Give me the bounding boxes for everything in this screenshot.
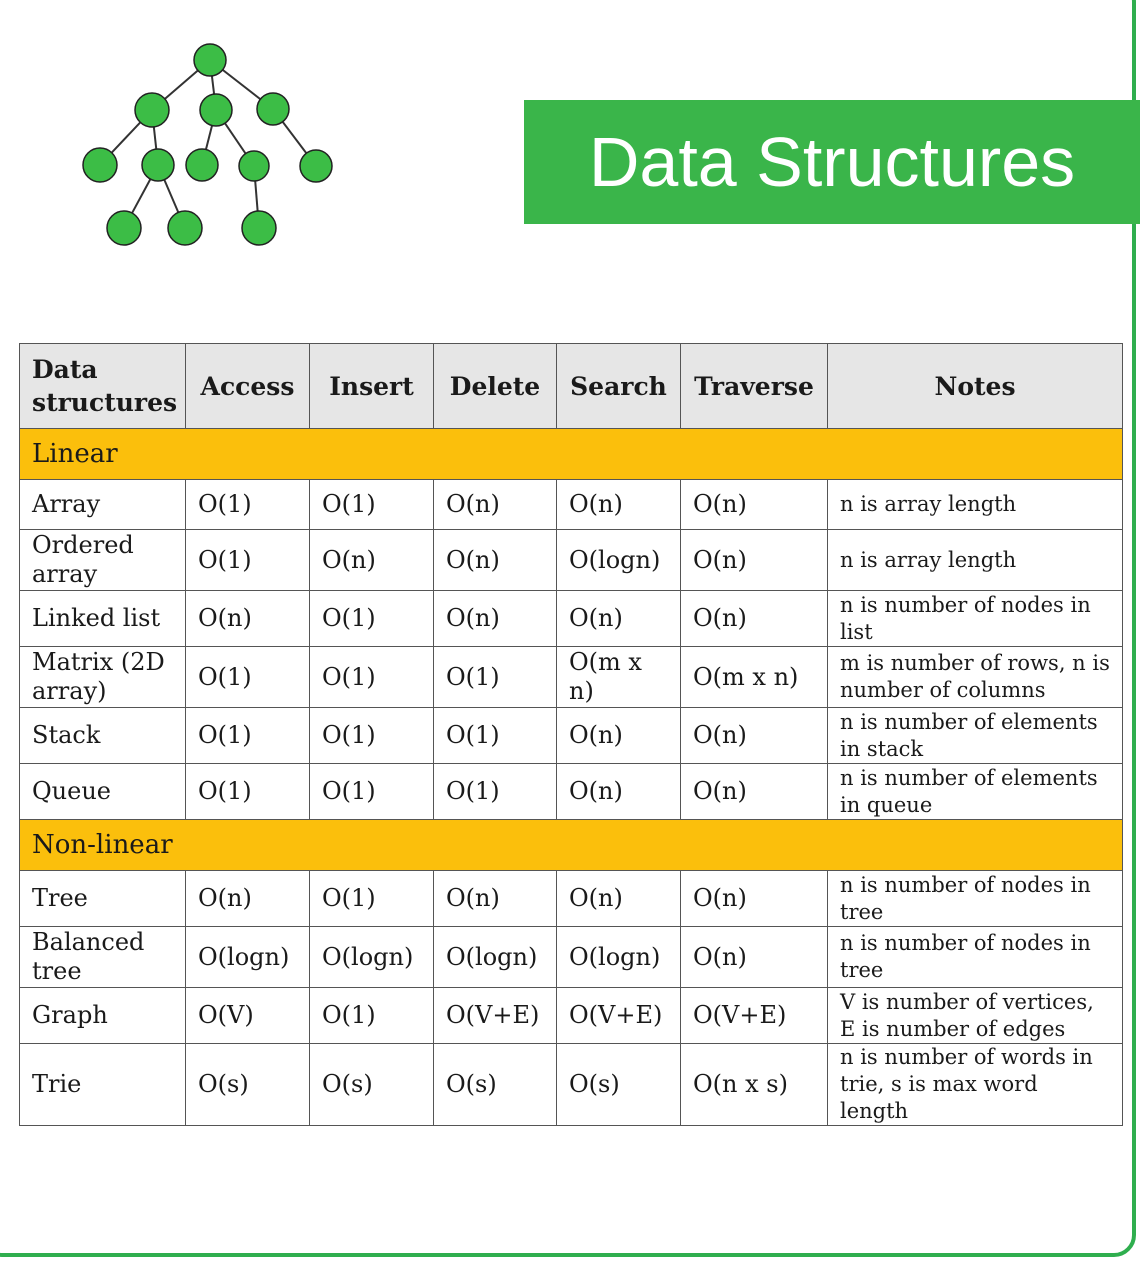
cell-traverse: O(n): [681, 871, 828, 927]
cell-structure: Tree: [20, 871, 186, 927]
cell-delete: O(n): [434, 530, 557, 591]
cell-notes: n is number of elements in stack: [828, 708, 1123, 764]
cell-search: O(n): [557, 591, 681, 647]
cell-traverse: O(n): [681, 764, 828, 820]
section-row-non-linear: [20, 820, 1123, 871]
cell-traverse: O(n): [681, 530, 828, 591]
cell-notes: n is number of nodes in tree: [828, 871, 1123, 927]
cell-structure: Linked list: [20, 591, 186, 647]
section-label: Non-linear: [20, 820, 1123, 871]
cell-traverse: O(n): [681, 708, 828, 764]
cell-notes: n is number of words in trie, s is max word length: [828, 1044, 1123, 1126]
cell-delete: O(V+E): [434, 988, 557, 1044]
cell-access: O(1): [186, 708, 310, 764]
cell-insert: O(1): [310, 708, 434, 764]
cell-search: O(logn): [557, 927, 681, 988]
cell-delete: O(logn): [434, 927, 557, 988]
header-delete: Delete: [434, 344, 557, 429]
cell-access: O(1): [186, 764, 310, 820]
table-row: [20, 647, 1123, 708]
section-label: Linear: [20, 429, 1123, 480]
table-row: [20, 927, 1123, 988]
cell-insert: O(1): [310, 480, 434, 530]
cell-access: O(V): [186, 988, 310, 1044]
cell-traverse: O(V+E): [681, 988, 828, 1044]
section-row-linear: [20, 429, 1123, 480]
header-traverse: Traverse: [681, 344, 828, 429]
cell-search: O(V+E): [557, 988, 681, 1044]
cell-structure: Balanced tree: [20, 927, 186, 988]
cell-insert: O(1): [310, 988, 434, 1044]
table-header-row: [20, 344, 1123, 429]
cell-insert: O(1): [310, 591, 434, 647]
table-row: [20, 871, 1123, 927]
cell-notes: n is array length: [828, 480, 1123, 530]
table-row: [20, 1044, 1123, 1126]
table-row: [20, 480, 1123, 530]
cell-traverse: O(n x s): [681, 1044, 828, 1126]
cell-structure: Graph: [20, 988, 186, 1044]
cell-access: O(1): [186, 480, 310, 530]
cell-delete: O(n): [434, 480, 557, 530]
cell-notes: m is number of rows, n is number of columns: [828, 647, 1123, 708]
cell-structure: Ordered array: [20, 530, 186, 591]
cell-delete: O(1): [434, 647, 557, 708]
cell-search: O(m x n): [557, 647, 681, 708]
cell-traverse: O(n): [681, 480, 828, 530]
cell-structure: Queue: [20, 764, 186, 820]
cell-search: O(logn): [557, 530, 681, 591]
cell-search: O(s): [557, 1044, 681, 1126]
cell-notes: V is number of vertices, E is number of edges: [828, 988, 1123, 1044]
cell-insert: O(logn): [310, 927, 434, 988]
cell-search: O(n): [557, 480, 681, 530]
header-insert: Insert: [310, 344, 434, 429]
cell-insert: O(1): [310, 871, 434, 927]
cell-access: O(s): [186, 1044, 310, 1126]
table-row: [20, 708, 1123, 764]
cell-delete: O(n): [434, 591, 557, 647]
header-data-structures: Data structures: [20, 344, 186, 429]
cell-notes: n is number of nodes in tree: [828, 927, 1123, 988]
cell-traverse: O(m x n): [681, 647, 828, 708]
page-title: Data Structures: [524, 100, 1140, 224]
cell-search: O(n): [557, 764, 681, 820]
cell-insert: O(s): [310, 1044, 434, 1126]
cell-insert: O(1): [310, 764, 434, 820]
cell-access: O(n): [186, 871, 310, 927]
cell-notes: n is number of elements in queue: [828, 764, 1123, 820]
cell-structure: Trie: [20, 1044, 186, 1126]
cell-structure: Stack: [20, 708, 186, 764]
cell-access: O(1): [186, 647, 310, 708]
header-search: Search: [557, 344, 681, 429]
cell-access: O(n): [186, 591, 310, 647]
cell-traverse: O(n): [681, 591, 828, 647]
table-row: [20, 530, 1123, 591]
cell-access: O(1): [186, 530, 310, 591]
cell-structure: Matrix (2D array): [20, 647, 186, 708]
cell-notes: n is number of nodes in list: [828, 591, 1123, 647]
cell-insert: O(n): [310, 530, 434, 591]
cell-structure: Array: [20, 480, 186, 530]
header-notes: Notes: [828, 344, 1123, 429]
cell-delete: O(1): [434, 708, 557, 764]
table-row: [20, 591, 1123, 647]
complexity-table: [19, 343, 1123, 1126]
table-row: [20, 764, 1123, 820]
table-row: [20, 988, 1123, 1044]
cell-notes: n is array length: [828, 530, 1123, 591]
cell-traverse: O(n): [681, 927, 828, 988]
cell-search: O(n): [557, 871, 681, 927]
cell-insert: O(1): [310, 647, 434, 708]
cell-search: O(n): [557, 708, 681, 764]
cell-access: O(logn): [186, 927, 310, 988]
cell-delete: O(n): [434, 871, 557, 927]
cell-delete: O(1): [434, 764, 557, 820]
cell-delete: O(s): [434, 1044, 557, 1126]
tree-graph-icon: [70, 36, 340, 251]
header-access: Access: [186, 344, 310, 429]
